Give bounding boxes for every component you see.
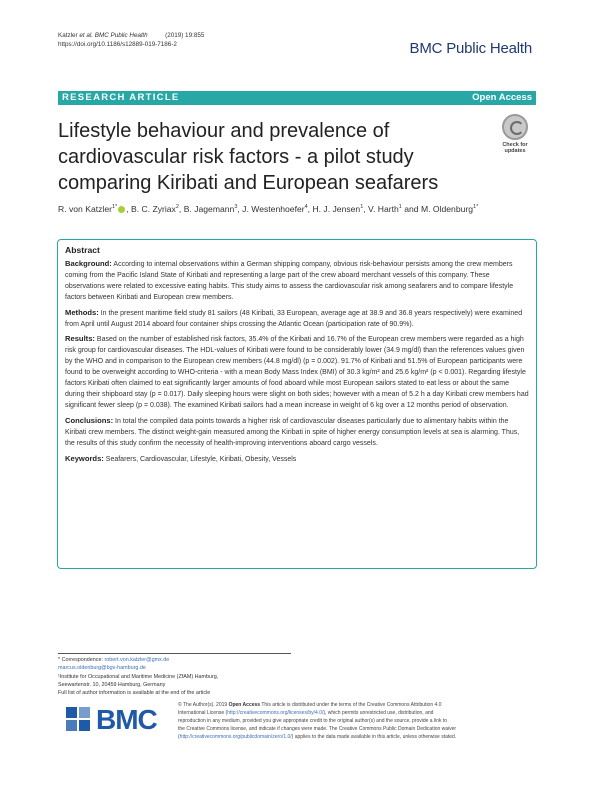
check-for-updates-icon <box>502 114 528 140</box>
email-link[interactable]: marcus.oldenburg@bgv-hamburg.de <box>58 665 146 672</box>
email-link[interactable]: robert.von.katzler@gmx.de <box>104 657 170 663</box>
author-name: and M. Oldenburg <box>401 204 474 214</box>
correspondence-label: * Correspondence: <box>58 657 105 663</box>
abstract-box <box>57 239 537 569</box>
methods-label: Methods: <box>65 307 99 317</box>
footnote-divider <box>58 653 291 654</box>
author-affiliation: 1* <box>473 204 479 211</box>
license-line: reproduction in any medium, provided you give appropriate credit to the original author(s) and the source, provide a link to <box>178 717 448 724</box>
license-copyright: © The Author(s). 2019 <box>178 702 229 708</box>
badge-line-1: Check for <box>502 142 528 148</box>
affiliation-line: ¹Institute for Occupational and Maritime Medicine (ZfAM) Hamburg, <box>58 673 219 680</box>
author-name: , B. Jagemann <box>178 204 235 214</box>
bmc-logo-text: BMC <box>96 704 157 735</box>
orcid-icon[interactable] <box>118 206 125 213</box>
author-affiliation: 2 <box>175 204 179 211</box>
bmc-logo-icon <box>66 707 90 731</box>
license-open-access: Open Access <box>228 702 261 708</box>
author-list <box>58 204 538 214</box>
author-name: , V. Harth <box>363 204 399 214</box>
keywords-text: Seafarers, Cardiovascular, Lifestyle, Kiribati, Obesity, Vessels <box>103 455 297 463</box>
results-text: Based on the number of established risk factors, 35.4% of the Kiribati and 16.7% of the European crew members were regarded as a high risk group for cardiovascular diseases. The HDL-values of Kiribati were found to be considerably lower (34.9 mg/dl) than the references values given by the WHO and in comparison to the European crew members (44.8 mg/dl) (p = 0.002). 91.7% of Kiribati and 51.5% of European participants were found to be overweight according to WHO-criteria - with a mean Body Mass Index (BMI) of 30.3 kg/m² and 25.6 kg/m² (p < 0.001). Regarding lifestyle factors Kiribati often claimed to eat significantly larger amounts of food aboard while most European sailors stated to eat less or about the same during their shipboard stay (p = 0.017). Daily sleeping hours were slight on both sides; however with a mean of 5.2 h a day Kiribati crew members had significant fewer sleep (p = 0.038). The examined Kiribati sailors had a mean increase in weight of 6 kg over a 12 months period of observation. <box>65 336 529 409</box>
citation-journal: et al. BMC Public Health <box>79 32 148 39</box>
bmc-logo <box>60 702 168 736</box>
article-title: Lifestyle behaviour and prevalence of cardiovascular risk factors - a pilot study comparing Kiribati and European seafarers <box>58 120 439 194</box>
author-name: , H. J. Jensen <box>307 204 361 214</box>
open-access-label: Open Access <box>472 92 532 103</box>
license-text <box>178 702 536 742</box>
affiliation-line: Seewartenstr. 10, 20459 Hamburg, Germany <box>58 681 166 688</box>
affiliation-note: Full list of author information is available at the end of the article <box>58 690 211 697</box>
article-type-label: RESEARCH ARTICLE <box>62 92 180 103</box>
conclusions-text: In total the compiled data points towards a higher risk of cardiovascular diseases particularly due to alimentary habits within the Kiribati crew members. The distinct weight-gain measured among the Kiribati in spite of higher energy consumption levels at sea is alarming. Thus, the results of this study confirm the necessity of health-improving interventions aboard cargo vessels. <box>65 417 520 447</box>
abstract-results <box>65 334 529 411</box>
license-line: International License ( <box>178 709 228 716</box>
article-type-band <box>58 91 536 105</box>
license-line: ) applies to the data made available in this article, unless otherwise stated. <box>291 733 457 740</box>
author-name: , B. C. Zyriax <box>126 204 176 214</box>
abstract-heading: Abstract <box>65 245 100 255</box>
author-affiliation: 1* <box>111 204 118 211</box>
author-affiliation: 1 <box>360 204 364 211</box>
author-affiliation: 3 <box>234 204 238 211</box>
license-link[interactable]: http://creativecommons.org/licenses/by/4.0/ <box>227 709 324 716</box>
citation-header <box>58 31 204 49</box>
background-text: According to internal observations within a German shipping company, obvious risk-behaviour persists among the crew members coming from the Pacific Island State of Kiribati and representing a large part of the crew aboard merchant vessels of this company. These observations were related to excessive eating habits. This study aims to assess the cardiovascular risk among seafarers and to compare lifestyle factors between Kiribati and European crew members. <box>65 261 514 301</box>
citation-year-volume: (2019) 19:855 <box>165 32 205 39</box>
abstract-conclusions <box>65 416 529 450</box>
conclusions-label: Conclusions: <box>65 415 114 425</box>
abstract-keywords <box>65 454 529 466</box>
author-name: R. von Katzler <box>58 204 112 214</box>
license-line: the Creative Commons license, and indicate if changes were made. The Creative Commons Public Domain Dedication waiver <box>178 725 457 732</box>
background-label: Background: <box>65 259 112 268</box>
author-name: , J. Westenhoefer <box>237 204 305 214</box>
badge-line-2: updates <box>504 148 526 155</box>
citation-authors: Katzler <box>58 32 78 39</box>
keywords-label: Keywords: <box>65 453 104 463</box>
license-line: This article is distributed under the terms of the Creative Commons Attribution 4.0 <box>260 702 442 708</box>
correspondence-block <box>58 656 298 697</box>
author-affiliation: 4 <box>304 204 308 211</box>
license-line: ), which permits unrestricted use, distribution, and <box>323 709 434 716</box>
methods-text: In the present maritime field study 81 sailors (48 Kiribati, 33 European, average age at 38.9 and 36.8 years respectively) were examined from April until August 2014 aboard four container ships crossing the Atlantic Ocean (participation rate of 90.9%). <box>65 309 523 328</box>
abstract-background <box>65 259 529 304</box>
license-link[interactable]: http://creativecommons.org/publicdomain/zero/1.0/ <box>179 733 292 740</box>
author-affiliation: 1 <box>398 204 402 211</box>
check-for-updates-badge[interactable] <box>498 114 532 154</box>
abstract-methods <box>65 308 529 331</box>
license-line: ( <box>178 733 180 740</box>
journal-name: BMC Public Health <box>409 40 532 57</box>
results-label: Results: <box>65 334 95 344</box>
doi-link[interactable]: https://doi.org/10.1186/s12889-019-7186-2 <box>58 41 177 48</box>
